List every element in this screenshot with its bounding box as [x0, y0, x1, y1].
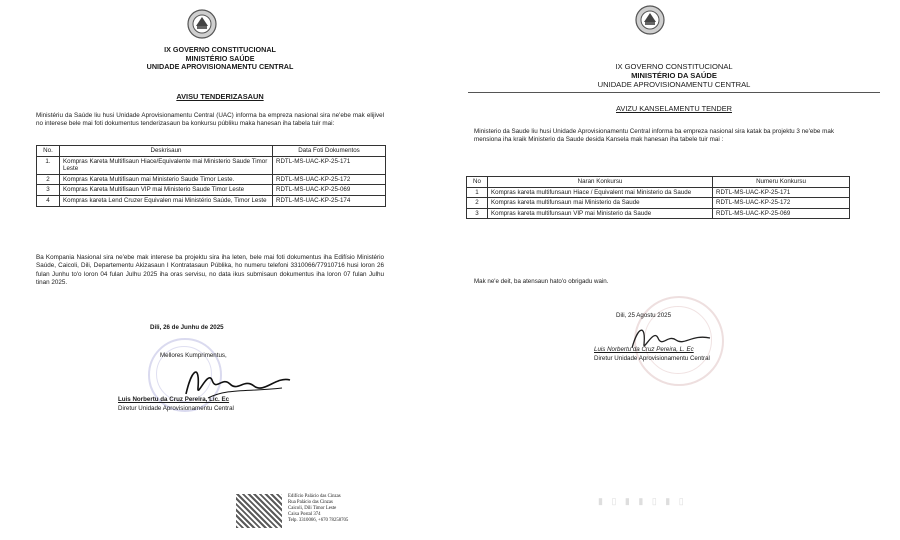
table-cell: RDTL-MS-UAC-KP-25-172	[273, 174, 386, 185]
table-cell: Kompras Kareta Multifisaun VIP mai Ministerio Saude Timor Leste	[60, 185, 273, 196]
table-cell: RDTL-MS-UAC-KP-25-069	[713, 208, 850, 219]
header-line: UNIDADE APROVISIONAMENTU CENTRAL	[146, 62, 294, 72]
header-line: IX GOVERNO CONSTITUCIONAL	[164, 45, 276, 54]
table-cell: RDTL-MS-UAC-KP-25-069	[273, 185, 386, 196]
table-row	[37, 185, 386, 196]
government-emblem-icon	[634, 4, 666, 36]
column-header: No.	[37, 146, 60, 157]
table-cell: Kompras Kareta Multifisaun mai Ministerio Saude Timor Leste.	[60, 174, 273, 185]
footer-logo-pattern	[236, 494, 282, 528]
header-divider	[468, 92, 880, 93]
signer-name: Luis Norbertu da Cruz Pereira, L. Ec	[594, 346, 694, 353]
header-line: UNIDADE APROVISIONAMENTU CENTRAL	[597, 80, 751, 89]
table-cell: RDTL-MS-UAC-KP-25-172	[713, 198, 850, 209]
cancellation-notice-document	[448, 0, 900, 540]
intro-paragraph: Ministériu da Saúde liu husi Unidade Aprovisionamentu Central (UAC) informa ba empreza nasional sira ne'ebe mak elijivel no interese bele mai foti dokumentus tenderizasaun ba konkursu públiku maka hanesan iha tabela tuir mai:	[36, 112, 384, 128]
signer-name: Luis Norbertu da Cruz Pereira, Lic. Ec	[118, 396, 230, 403]
address-line: Caixa Postal 374	[288, 512, 321, 517]
table-cell: 3	[37, 185, 60, 196]
signer-role: Diretur Unidade Aprovisionamentu Central	[118, 405, 234, 412]
table-header-row	[37, 146, 386, 157]
body-paragraph: Ba Kompania Nasional sira ne'ebe mak interese ba projektu sira iha leten, bele mai foti dokumentus iha Edifísio Ministério Saúde, Caicoli, Dili, Departementu Akizasaun I Kontratasaun Públika, ho numeru telefoni 3310066/77910716 husi loron 26 fulan Junhu to'o loron 04 fulan Julhu 2025 iha oras servisu, no data ikus submisaun dokumentus iha loron 07 fulan Julhu tinan 2025.	[36, 254, 384, 286]
header-line: MINISTÉRIO DA SAÚDE	[631, 71, 717, 80]
cancellation-table	[466, 176, 850, 219]
table-cell: Kompras kareta multifunsaun mai Ministerio da Saude	[488, 198, 713, 209]
table-cell: 1	[467, 187, 488, 198]
column-header: Data Foti Dokumentos	[273, 146, 386, 157]
address-line: Rua Palácio das Cinzas	[288, 500, 333, 505]
letterhead	[0, 46, 440, 72]
table-cell: 2	[37, 174, 60, 185]
table-row	[37, 156, 386, 174]
table-row	[37, 174, 386, 185]
address-line: Edifício Palácio das Cinzas	[288, 494, 341, 499]
signature-date: Dili, 25 Agostu 2025	[616, 312, 672, 319]
table-cell: 2	[467, 198, 488, 209]
column-header: Naran Konkursu	[488, 177, 713, 188]
address-line: Caicoli, Díli Timor Leste	[288, 506, 337, 511]
table-cell: 1.	[37, 156, 60, 174]
letterhead	[448, 62, 900, 89]
table-cell: Kompras kareta Lend Cruzer Equivalen mai Ministério Saúde, Timor Leste	[60, 195, 273, 206]
address-line: Telp. 3310066, +670 78258705	[288, 518, 349, 523]
column-header: No	[467, 177, 488, 188]
signer-role: Diretur Unidade Aprovisionamentu Central	[594, 355, 710, 362]
closing-greeting: Mellores Kumprimentus,	[160, 352, 227, 359]
table-row	[467, 208, 850, 219]
table-cell: Kompras kareta multifunsaun VIP mai Ministerio da Saude	[488, 208, 713, 219]
notice-title: AVIZU KANSELAMENTU TENDER	[616, 104, 732, 113]
header-line: MINISTÉRIO SAÚDE	[185, 53, 255, 63]
government-emblem-icon	[186, 8, 218, 40]
notice-title: AVISU TENDERIZASAUN	[176, 92, 264, 101]
table-row	[467, 198, 850, 209]
table-row	[37, 195, 386, 206]
table-header-row	[467, 177, 850, 188]
table-cell: 3	[467, 208, 488, 219]
signature-date: Dili, 26 de Junhu de 2025	[150, 324, 224, 331]
table-cell: RDTL-MS-UAC-KP-25-171	[273, 156, 386, 174]
column-header: Deskrisaun	[60, 146, 273, 157]
table-cell: 4	[37, 195, 60, 206]
closing-remark: Mak ne'e deit, ba atensaun hato'o obrigadu wain.	[474, 278, 609, 285]
faint-footer-bleed: ▮ ▯ ▮ ▮ ▯ ▮ ▯	[598, 496, 687, 506]
table-cell: RDTL-MS-UAC-KP-25-174	[273, 195, 386, 206]
tender-notice-document	[0, 0, 440, 540]
column-header: Numeru Konkursu	[713, 177, 850, 188]
header-line: IX GOVERNO CONSTITUCIONAL	[615, 62, 733, 71]
footer-address	[288, 494, 348, 524]
table-cell: RDTL-MS-UAC-KP-25-171	[713, 187, 850, 198]
tender-table	[36, 145, 386, 207]
intro-paragraph: Ministerio da Saude liu husi Unidade Aprovisionamentu Central informa ba empreza nasional sira katak ba projektu 3 ne'ebe mak mensiona iha kraik Ministerio da Saude desida Kansela mak hanesan iha tabele tuir mai :	[474, 128, 834, 144]
table-cell: Kompras kareta multifunsaun Hiace / Equivalent mai Ministerio da Saude	[488, 187, 713, 198]
table-row	[467, 187, 850, 198]
table-cell: Kompras Kareta Multifisaun Hiace/Equivalente mai Ministerio Saude Timor Leste	[60, 156, 273, 174]
